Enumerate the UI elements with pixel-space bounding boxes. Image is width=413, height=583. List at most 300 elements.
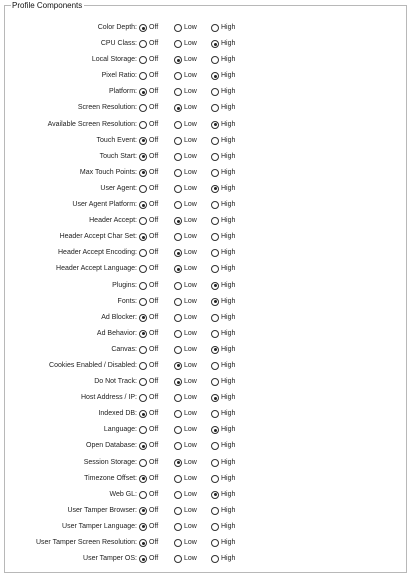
component-label: Canvas:	[111, 345, 137, 353]
radio-low[interactable]	[174, 475, 182, 483]
radio-label-low: Low	[184, 249, 197, 257]
component-label: Open Database:	[86, 442, 137, 450]
radio-low[interactable]	[174, 121, 182, 129]
radio-label-low: Low	[184, 136, 197, 144]
radio-option-off[interactable]	[139, 313, 158, 323]
radio-low[interactable]	[174, 523, 182, 531]
radio-off[interactable]	[139, 40, 147, 48]
radio-off[interactable]	[139, 104, 147, 112]
radio-high-selected[interactable]	[211, 298, 219, 306]
component-row	[5, 85, 406, 101]
radio-label-off: Off	[149, 361, 159, 369]
radio-option-low[interactable]	[174, 297, 197, 307]
component-label: Indexed DB:	[98, 410, 137, 418]
radio-option-off[interactable]	[139, 345, 158, 355]
radio-option-low[interactable]	[174, 216, 197, 226]
component-row	[5, 343, 406, 359]
radio-option-off[interactable]	[139, 393, 158, 403]
radio-option-off[interactable]	[139, 87, 158, 97]
component-row	[5, 279, 406, 295]
radio-option-high[interactable]	[211, 71, 235, 81]
radio-option-high[interactable]	[211, 409, 235, 419]
radio-label-off: Off	[149, 72, 159, 80]
radio-low[interactable]	[174, 201, 182, 209]
radio-option-high[interactable]	[211, 23, 235, 33]
radio-high[interactable]	[211, 233, 219, 241]
radio-label-off: Off	[149, 136, 159, 144]
radio-off[interactable]	[139, 491, 147, 499]
radio-off[interactable]	[139, 185, 147, 193]
radio-off[interactable]	[139, 298, 147, 306]
radio-option-low[interactable]	[174, 87, 197, 97]
radio-low[interactable]	[174, 394, 182, 402]
radio-label-off: Off	[149, 249, 159, 257]
radio-high-selected[interactable]	[211, 346, 219, 354]
radio-off[interactable]	[139, 362, 147, 370]
radio-option-low[interactable]	[174, 474, 197, 484]
radio-high-selected[interactable]	[211, 40, 219, 48]
radio-label-high: High	[221, 539, 236, 546]
radio-option-low[interactable]	[174, 409, 197, 419]
radio-option-high[interactable]	[211, 87, 235, 97]
radio-option-high[interactable]	[211, 425, 235, 435]
radio-label-high: High	[221, 410, 236, 418]
component-row	[5, 118, 406, 134]
radio-option-off[interactable]	[139, 538, 158, 548]
radio-off[interactable]	[139, 459, 147, 467]
radio-label-off: Off	[149, 201, 159, 209]
radio-off[interactable]	[139, 56, 147, 64]
radio-option-low[interactable]	[174, 538, 197, 548]
radio-option-low[interactable]	[174, 39, 197, 49]
radio-option-low[interactable]	[174, 55, 197, 65]
component-label: Screen Resolution:	[77, 104, 137, 112]
radio-off-selected[interactable]	[139, 442, 147, 450]
radio-option-high[interactable]	[211, 490, 235, 500]
radio-option-off[interactable]	[139, 377, 158, 387]
radio-option-low[interactable]	[174, 248, 197, 258]
radio-low-selected[interactable]	[174, 362, 182, 370]
radio-low[interactable]	[174, 40, 182, 48]
radio-label-low: Low	[184, 120, 197, 128]
radio-high[interactable]	[211, 169, 219, 177]
radio-label-low: Low	[184, 184, 197, 192]
radio-off-selected[interactable]	[139, 555, 147, 563]
radio-high-selected[interactable]	[211, 394, 219, 402]
radio-option-high[interactable]	[211, 297, 235, 307]
radio-option-off[interactable]	[139, 297, 158, 307]
radio-label-off: Off	[149, 152, 159, 160]
radio-option-off[interactable]	[139, 264, 158, 274]
radio-label-off: Off	[149, 539, 159, 546]
radio-high-selected[interactable]	[211, 491, 219, 499]
radio-option-low[interactable]	[174, 425, 197, 435]
radio-label-off: Off	[149, 345, 159, 353]
radio-low-selected[interactable]	[174, 459, 182, 467]
radio-option-low[interactable]	[174, 71, 197, 81]
components-list	[5, 21, 406, 568]
radio-option-high[interactable]	[211, 458, 235, 468]
radio-label-high: High	[221, 120, 236, 128]
radio-option-off[interactable]	[139, 103, 158, 113]
radio-option-off[interactable]	[139, 55, 158, 65]
radio-off-selected[interactable]	[139, 475, 147, 483]
radio-high[interactable]	[211, 137, 219, 145]
radio-high-selected[interactable]	[211, 185, 219, 193]
radio-low[interactable]	[174, 314, 182, 322]
component-row	[5, 520, 406, 536]
radio-label-off: Off	[149, 40, 159, 48]
radio-option-high[interactable]	[211, 120, 235, 130]
component-label: Platform:	[108, 88, 137, 96]
radio-high-selected[interactable]	[211, 72, 219, 80]
radio-label-high: High	[221, 72, 236, 80]
radio-low[interactable]	[174, 233, 182, 241]
radio-label-low: Low	[184, 361, 197, 369]
radio-option-off[interactable]	[139, 441, 158, 451]
component-row	[5, 134, 406, 150]
radio-label-low: Low	[184, 281, 197, 289]
radio-low[interactable]	[174, 137, 182, 145]
radio-high[interactable]	[211, 88, 219, 96]
radio-high[interactable]	[211, 523, 219, 531]
radio-low[interactable]	[174, 88, 182, 96]
component-row	[5, 198, 406, 214]
radio-off[interactable]	[139, 378, 147, 386]
radio-label-high: High	[221, 201, 236, 209]
radio-off[interactable]	[139, 121, 147, 129]
radio-option-off[interactable]	[139, 409, 158, 419]
radio-option-low[interactable]	[174, 522, 197, 532]
radio-option-high[interactable]	[211, 103, 235, 113]
radio-option-off[interactable]	[139, 458, 158, 468]
component-row	[5, 536, 406, 552]
radio-option-off[interactable]	[139, 120, 158, 130]
radio-label-off: Off	[149, 458, 159, 466]
component-label: Session Storage:	[83, 458, 137, 466]
radio-option-high[interactable]	[211, 329, 235, 339]
radio-low[interactable]	[174, 330, 182, 338]
component-label: Header Accept Encoding:	[58, 249, 137, 257]
radio-label-high: High	[221, 555, 236, 563]
radio-option-low[interactable]	[174, 200, 197, 210]
radio-off[interactable]	[139, 72, 147, 80]
component-row	[5, 53, 406, 69]
radio-label-off: Off	[149, 265, 159, 273]
radio-high[interactable]	[211, 539, 219, 547]
radio-high-selected[interactable]	[211, 426, 219, 434]
radio-label-low: Low	[184, 168, 197, 176]
radio-option-high[interactable]	[211, 377, 235, 387]
radio-option-low[interactable]	[174, 329, 197, 339]
radio-low-selected[interactable]	[174, 378, 182, 386]
radio-low-selected[interactable]	[174, 249, 182, 257]
radio-option-high[interactable]	[211, 538, 235, 548]
radio-off-selected[interactable]	[139, 153, 147, 161]
component-label: Color Depth:	[97, 24, 137, 31]
component-label: Local Storage:	[91, 56, 137, 64]
radio-label-low: Low	[184, 522, 197, 530]
radio-off-selected[interactable]	[139, 523, 147, 531]
component-row	[5, 488, 406, 504]
radio-option-low[interactable]	[174, 393, 197, 403]
panel-title: Profile Components	[12, 1, 83, 10]
radio-off[interactable]	[139, 282, 147, 290]
radio-option-high[interactable]	[211, 281, 235, 291]
radio-high[interactable]	[211, 362, 219, 370]
radio-label-high: High	[221, 345, 236, 353]
component-row	[5, 101, 406, 117]
radio-high[interactable]	[211, 330, 219, 338]
radio-label-low: Low	[184, 88, 197, 96]
radio-low[interactable]	[174, 24, 182, 32]
component-row	[5, 246, 406, 262]
radio-option-low[interactable]	[174, 103, 197, 113]
radio-option-high[interactable]	[211, 152, 235, 162]
component-label: Max Touch Points:	[79, 168, 137, 176]
radio-label-low: Low	[184, 24, 197, 31]
radio-low-selected[interactable]	[174, 56, 182, 64]
component-label: Do Not Track:	[94, 378, 137, 386]
radio-high-selected[interactable]	[211, 282, 219, 290]
component-label: Ad Blocker:	[101, 313, 137, 321]
radio-option-off[interactable]	[139, 329, 158, 339]
radio-label-low: Low	[184, 265, 197, 273]
radio-high[interactable]	[211, 104, 219, 112]
radio-label-high: High	[221, 233, 236, 241]
radio-label-off: Off	[149, 217, 159, 225]
radio-off-selected[interactable]	[139, 507, 147, 515]
radio-label-off: Off	[149, 184, 159, 192]
radio-option-low[interactable]	[174, 168, 197, 178]
radio-option-high[interactable]	[211, 554, 235, 564]
radio-option-off[interactable]	[139, 425, 158, 435]
radio-option-low[interactable]	[174, 184, 197, 194]
component-row	[5, 391, 406, 407]
radio-option-off[interactable]	[139, 361, 158, 371]
radio-low-selected[interactable]	[174, 217, 182, 225]
radio-high[interactable]	[211, 410, 219, 418]
radio-option-high[interactable]	[211, 248, 235, 258]
radio-label-high: High	[221, 490, 236, 498]
radio-option-off[interactable]	[139, 554, 158, 564]
radio-label-low: Low	[184, 458, 197, 466]
radio-option-low[interactable]	[174, 152, 197, 162]
radio-high[interactable]	[211, 475, 219, 483]
radio-option-off[interactable]	[139, 200, 158, 210]
radio-off[interactable]	[139, 346, 147, 354]
radio-high[interactable]	[211, 265, 219, 273]
radio-off[interactable]	[139, 249, 147, 257]
radio-option-high[interactable]	[211, 522, 235, 532]
radio-option-low[interactable]	[174, 345, 197, 355]
radio-option-low[interactable]	[174, 490, 197, 500]
radio-option-off[interactable]	[139, 71, 158, 81]
radio-high[interactable]	[211, 507, 219, 515]
radio-low[interactable]	[174, 442, 182, 450]
radio-option-high[interactable]	[211, 361, 235, 371]
radio-option-high[interactable]	[211, 200, 235, 210]
radio-option-high[interactable]	[211, 216, 235, 226]
radio-label-off: Off	[149, 120, 159, 128]
radio-low-selected[interactable]	[174, 265, 182, 273]
radio-option-high[interactable]	[211, 441, 235, 451]
component-label: User Tamper Browser:	[67, 506, 137, 514]
radio-low[interactable]	[174, 72, 182, 80]
component-row	[5, 262, 406, 278]
component-row	[5, 150, 406, 166]
component-label: Fonts:	[117, 297, 137, 305]
radio-off-selected[interactable]	[139, 24, 147, 32]
radio-label-low: Low	[184, 442, 197, 450]
component-row	[5, 37, 406, 53]
radio-label-high: High	[221, 474, 236, 482]
radio-low[interactable]	[174, 153, 182, 161]
radio-option-high[interactable]	[211, 168, 235, 178]
radio-label-low: Low	[184, 345, 197, 353]
radio-low[interactable]	[174, 282, 182, 290]
radio-low[interactable]	[174, 539, 182, 547]
radio-label-high: High	[221, 506, 236, 514]
radio-off-selected[interactable]	[139, 88, 147, 96]
component-label: Available Screen Resolution:	[47, 120, 137, 128]
radio-high[interactable]	[211, 442, 219, 450]
radio-low[interactable]	[174, 555, 182, 563]
radio-off-selected[interactable]	[139, 410, 147, 418]
radio-option-low[interactable]	[174, 361, 197, 371]
radio-option-off[interactable]	[139, 168, 158, 178]
radio-high-selected[interactable]	[211, 121, 219, 129]
radio-option-off[interactable]	[139, 216, 158, 226]
component-row	[5, 311, 406, 327]
radio-option-low[interactable]	[174, 264, 197, 274]
component-row	[5, 439, 406, 455]
radio-option-high[interactable]	[211, 184, 235, 194]
radio-label-high: High	[221, 442, 236, 450]
radio-option-low[interactable]	[174, 120, 197, 130]
component-row	[5, 375, 406, 391]
radio-option-low[interactable]	[174, 313, 197, 323]
radio-option-high[interactable]	[211, 232, 235, 242]
radio-low[interactable]	[174, 185, 182, 193]
radio-option-low[interactable]	[174, 281, 197, 291]
radio-option-high[interactable]	[211, 313, 235, 323]
radio-low-selected[interactable]	[174, 104, 182, 112]
radio-option-high[interactable]	[211, 393, 235, 403]
radio-high[interactable]	[211, 459, 219, 467]
radio-low[interactable]	[174, 507, 182, 515]
radio-option-high[interactable]	[211, 136, 235, 146]
radio-option-off[interactable]	[139, 490, 158, 500]
radio-option-off[interactable]	[139, 474, 158, 484]
radio-off[interactable]	[139, 265, 147, 273]
radio-option-high[interactable]	[211, 55, 235, 65]
radio-low[interactable]	[174, 410, 182, 418]
radio-low[interactable]	[174, 426, 182, 434]
radio-option-high[interactable]	[211, 506, 235, 516]
radio-option-off[interactable]	[139, 39, 158, 49]
component-row	[5, 214, 406, 230]
radio-option-high[interactable]	[211, 264, 235, 274]
radio-low[interactable]	[174, 298, 182, 306]
radio-high[interactable]	[211, 201, 219, 209]
radio-label-off: Off	[149, 522, 159, 530]
radio-label-low: Low	[184, 378, 197, 386]
component-label: Header Accept Char Set:	[59, 233, 137, 241]
radio-option-off[interactable]	[139, 506, 158, 516]
radio-label-high: High	[221, 378, 236, 386]
radio-high[interactable]	[211, 24, 219, 32]
radio-option-low[interactable]	[174, 232, 197, 242]
radio-option-low[interactable]	[174, 554, 197, 564]
component-row	[5, 182, 406, 198]
radio-option-off[interactable]	[139, 522, 158, 532]
component-row	[5, 407, 406, 423]
radio-off[interactable]	[139, 394, 147, 402]
radio-option-off[interactable]	[139, 23, 158, 33]
radio-low[interactable]	[174, 169, 182, 177]
radio-high[interactable]	[211, 217, 219, 225]
radio-off-selected[interactable]	[139, 330, 147, 338]
radio-label-off: Off	[149, 442, 159, 450]
radio-off-selected[interactable]	[139, 233, 147, 241]
radio-label-off: Off	[149, 24, 159, 31]
radio-option-off[interactable]	[139, 152, 158, 162]
radio-option-high[interactable]	[211, 474, 235, 484]
radio-off-selected[interactable]	[139, 539, 147, 547]
radio-option-off[interactable]	[139, 281, 158, 291]
radio-label-high: High	[221, 40, 236, 48]
radio-option-off[interactable]	[139, 232, 158, 242]
radio-off[interactable]	[139, 426, 147, 434]
radio-option-low[interactable]	[174, 377, 197, 387]
radio-option-low[interactable]	[174, 23, 197, 33]
radio-low[interactable]	[174, 491, 182, 499]
component-label: CPU Class:	[100, 40, 137, 48]
radio-high[interactable]	[211, 249, 219, 257]
radio-low[interactable]	[174, 346, 182, 354]
radio-label-off: Off	[149, 297, 159, 305]
radio-option-low[interactable]	[174, 506, 197, 516]
component-label: Header Accept:	[89, 217, 137, 225]
radio-high[interactable]	[211, 56, 219, 64]
radio-label-high: High	[221, 249, 236, 257]
radio-option-low[interactable]	[174, 458, 197, 468]
radio-off-selected[interactable]	[139, 169, 147, 177]
radio-option-high[interactable]	[211, 39, 235, 49]
radio-label-low: Low	[184, 56, 197, 64]
radio-high[interactable]	[211, 153, 219, 161]
radio-off-selected[interactable]	[139, 201, 147, 209]
radio-option-off[interactable]	[139, 184, 158, 194]
component-row	[5, 456, 406, 472]
radio-off-selected[interactable]	[139, 137, 147, 145]
radio-label-high: High	[221, 313, 236, 321]
radio-high[interactable]	[211, 314, 219, 322]
radio-high[interactable]	[211, 378, 219, 386]
radio-label-off: Off	[149, 281, 159, 289]
radio-off[interactable]	[139, 217, 147, 225]
radio-option-low[interactable]	[174, 136, 197, 146]
radio-off-selected[interactable]	[139, 314, 147, 322]
radio-high[interactable]	[211, 555, 219, 563]
radio-label-low: Low	[184, 217, 197, 225]
radio-option-high[interactable]	[211, 345, 235, 355]
radio-option-low[interactable]	[174, 441, 197, 451]
radio-option-off[interactable]	[139, 248, 158, 258]
radio-label-high: High	[221, 184, 236, 192]
radio-option-off[interactable]	[139, 136, 158, 146]
